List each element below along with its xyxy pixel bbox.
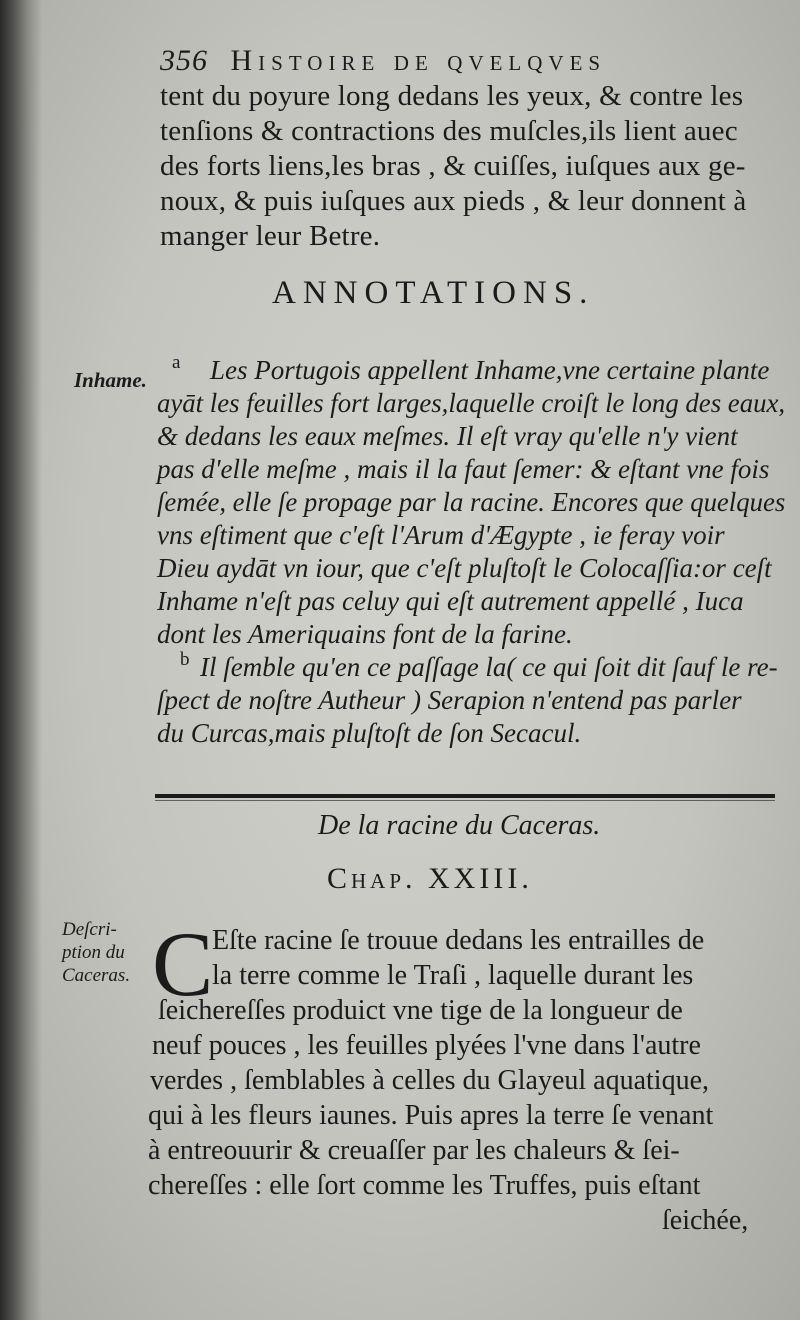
annotation-line: vns eſtiment que c'eſt l'Arum d'Ægypte , ie feray voir	[157, 520, 725, 550]
annotation-line: Dieu aydāt vn iour, que c'eſt pluſtoſt le Colocaſſia:or ceſt	[157, 553, 772, 583]
text-line: la terre comme le Traſi , laquelle durant les	[212, 960, 694, 991]
annotation-line: Il ſemble qu'en ce paſſage la( ce qui ſoit dit ſauf le re-	[200, 652, 778, 682]
section-divider-thin	[155, 800, 775, 801]
text-line: neuf pouces , les feuilles plyées l'vne dans l'autre	[152, 1030, 701, 1061]
annotations-heading: ANNOTATIONS.	[272, 275, 595, 311]
annotation-line: pas d'elle meſme , mais il la faut ſemer: & eſtant vne fois	[157, 454, 770, 484]
section-title: De la racine du Caceras.	[318, 810, 601, 841]
annotation-line: Inhame n'eſt pas celuy qui eſt autrement appellé , Iuca	[157, 586, 744, 616]
annotation-line: dont les Ameriquains font de la farine.	[157, 619, 573, 649]
margin-note-inhame: Inhame.	[74, 368, 147, 392]
text-line: Eſte racine ſe trouue dedans les entrailles de	[212, 925, 705, 956]
annotation-line: ſpect de noſtre Autheur ) Serapion n'entend pas parler	[157, 685, 742, 715]
annotation-line: Les Portugois appellent Inhame,vne certaine plante	[210, 355, 770, 385]
text-line: qui à les fleurs iaunes. Puis apres la terre ſe venant	[148, 1100, 714, 1131]
text-line: chereſſes : elle ſort comme les Truffes, puis eſtant	[148, 1170, 701, 1201]
margin-note-line: Caceras.	[62, 965, 131, 986]
running-title: Histoire de qvelqves	[230, 44, 607, 77]
running-header	[160, 44, 606, 78]
annotation-line: ayāt les feuilles fort larges,laquelle croiſt le long des eaux,	[157, 388, 786, 418]
text-line: des forts liens,les bras , & cuiſſes, iuſques aux ge-	[160, 150, 746, 182]
note-marker-a: a	[172, 352, 181, 373]
drop-cap: C	[152, 913, 214, 1015]
annotation-line: ſemée, elle ſe propage par la racine. Encores que quelques	[157, 487, 786, 517]
book-spine-shadow	[0, 0, 42, 1320]
section-divider	[155, 794, 775, 798]
text-line: ſeichereſſes produict vne tige de la longueur de	[158, 995, 683, 1026]
text-line: noux, & puis iuſques aux pieds , & leur donnent à	[160, 185, 747, 217]
note-marker-b: b	[180, 649, 190, 670]
catchword: ſeichée,	[662, 1205, 749, 1236]
text-line: verdes , ſemblables à celles du Glayeul aquatique,	[150, 1065, 710, 1096]
page-number: 356	[160, 44, 208, 77]
chapter-heading: Chap. XXIII.	[327, 862, 533, 895]
margin-note-description	[62, 918, 130, 987]
text-line: tent du poyure long dedans les yeux, & contre les	[160, 80, 744, 112]
margin-note-line: ption du	[62, 942, 125, 963]
text-line: à entreouurir & creuaſſer par les chaleurs & ſei-	[148, 1135, 680, 1166]
annotation-line: & dedans les eaux meſmes. Il eſt vray qu'elle n'y vient	[157, 421, 738, 451]
annotation-line: du Curcas,mais pluſtoſt de ſon Secacul.	[157, 718, 582, 748]
text-line: tenſions & contractions des muſcles,ils lient auec	[160, 115, 738, 147]
text-line: manger leur Betre.	[160, 220, 381, 252]
margin-note-line: Deſcri-	[62, 919, 117, 940]
